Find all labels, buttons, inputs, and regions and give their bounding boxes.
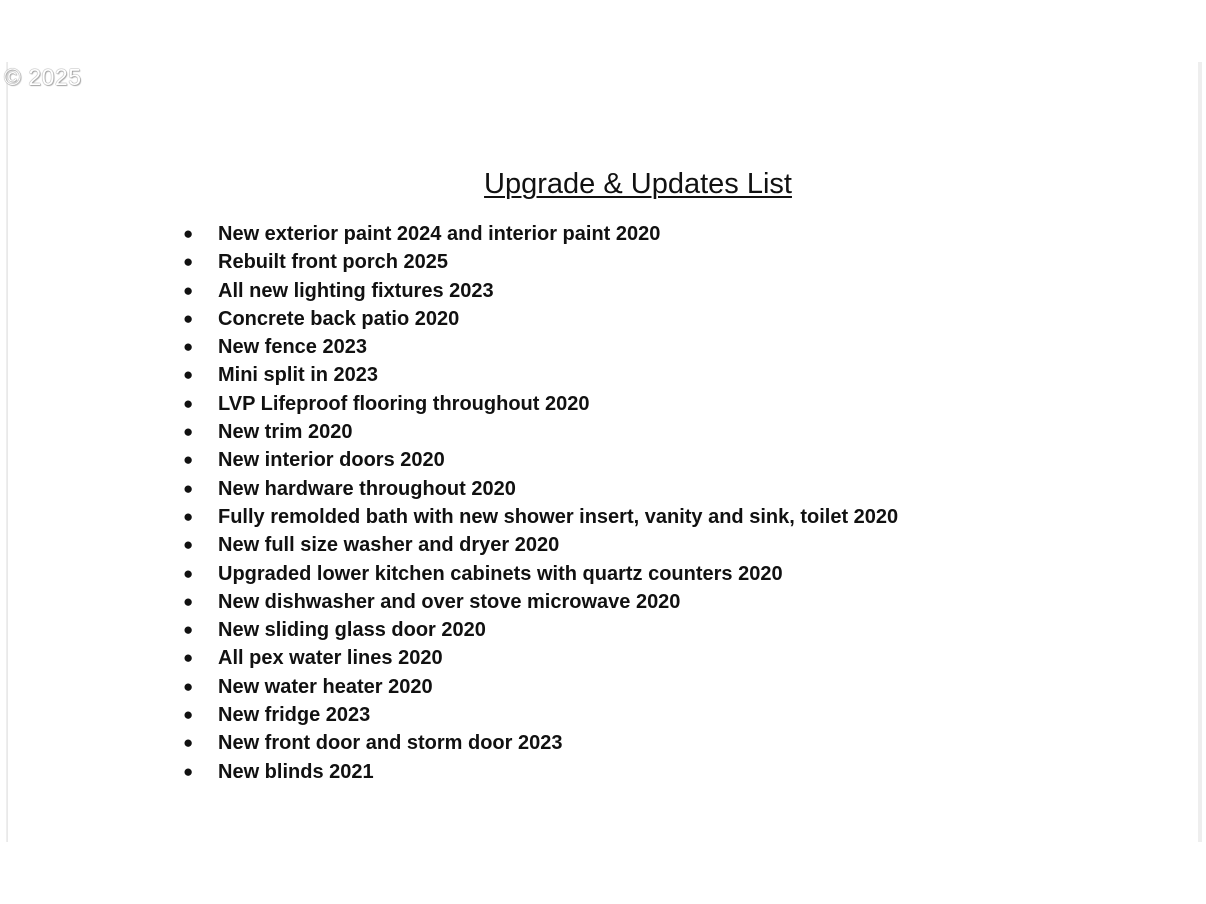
list-item [183,418,898,446]
bullet-icon: ● [183,224,194,243]
list-item [183,531,898,559]
list-item [183,701,898,729]
copyright-watermark: © 2025 [4,64,82,90]
list-item [183,277,898,305]
bullet-icon: ● [183,252,194,272]
list-item [183,588,898,616]
bullet-icon: ● [183,308,194,328]
list-item [183,673,898,701]
bullet-icon: ● [183,591,194,611]
list-item-text: New full size washer and dryer 2020 [218,534,560,557]
bullet-icon: ● [183,337,194,357]
bullet-icon: ● [183,676,194,696]
list-item-text: Concrete back patio 2020 [218,307,460,330]
list-item-text: New hardware throughout 2020 [218,477,516,500]
list-item [183,390,898,418]
bullet-icon: ● [183,450,194,470]
upgrade-list [183,220,898,786]
list-item [183,503,898,531]
bullet-icon: ● [183,648,194,668]
list-item-text: LVP Lifeproof flooring throughout 2020 [218,392,590,415]
list-item-text: New blinds 2021 [218,760,374,783]
bullet-icon: ● [183,280,194,300]
list-item [183,248,898,276]
bullet-icon: ● [183,620,194,640]
list-item-text: Mini split in 2023 [218,364,379,387]
list-item [183,475,898,503]
list-item [183,361,898,389]
list-item-text: New exterior paint 2024 and interior paint 2020 [218,223,661,245]
list-item-text: New water heater 2020 [218,675,433,698]
list-item [183,644,898,672]
list-item [183,758,898,786]
document-title: Upgrade & Updates List [484,168,792,200]
list-item-text: New sliding glass door 2020 [218,619,486,642]
list-item-text: New fridge 2023 [218,704,371,727]
bullet-icon: ● [183,535,194,555]
list-item-text: Rebuilt front porch 2025 [218,251,449,274]
list-item-text: All pex water lines 2020 [218,647,443,670]
list-item-text: Upgraded lower kitchen cabinets with quartz counters 2020 [218,562,783,585]
bullet-icon: ● [183,733,194,753]
bullet-icon: ● [183,365,194,385]
list-item-text: New interior doors 2020 [218,449,445,472]
list-item-text: All new lighting fixtures 2023 [218,279,494,302]
bullet-icon: ● [183,393,194,413]
bullet-icon: ● [183,506,194,526]
list-item [183,333,898,361]
bullet-icon: ● [183,422,194,442]
list-item [183,446,898,474]
list-item [183,305,898,333]
list-item-text: New dishwasher and over stove microwave 2020 [218,590,681,613]
bullet-icon: ● [183,478,194,498]
bullet-icon: ● [183,761,194,781]
list-item [183,616,898,644]
list-item [183,560,898,588]
list-item-text: New trim 2020 [218,421,353,444]
list-item-text: New front door and storm door 2023 [218,732,563,755]
list-item-text: New fence 2023 [218,336,367,359]
bullet-icon: ● [183,705,194,725]
list-item [183,729,898,757]
list-item [183,220,898,248]
bullet-icon: ● [183,563,194,583]
list-item-text: Fully remolded bath with new shower insert, vanity and sink, toilet 2020 [218,505,899,528]
